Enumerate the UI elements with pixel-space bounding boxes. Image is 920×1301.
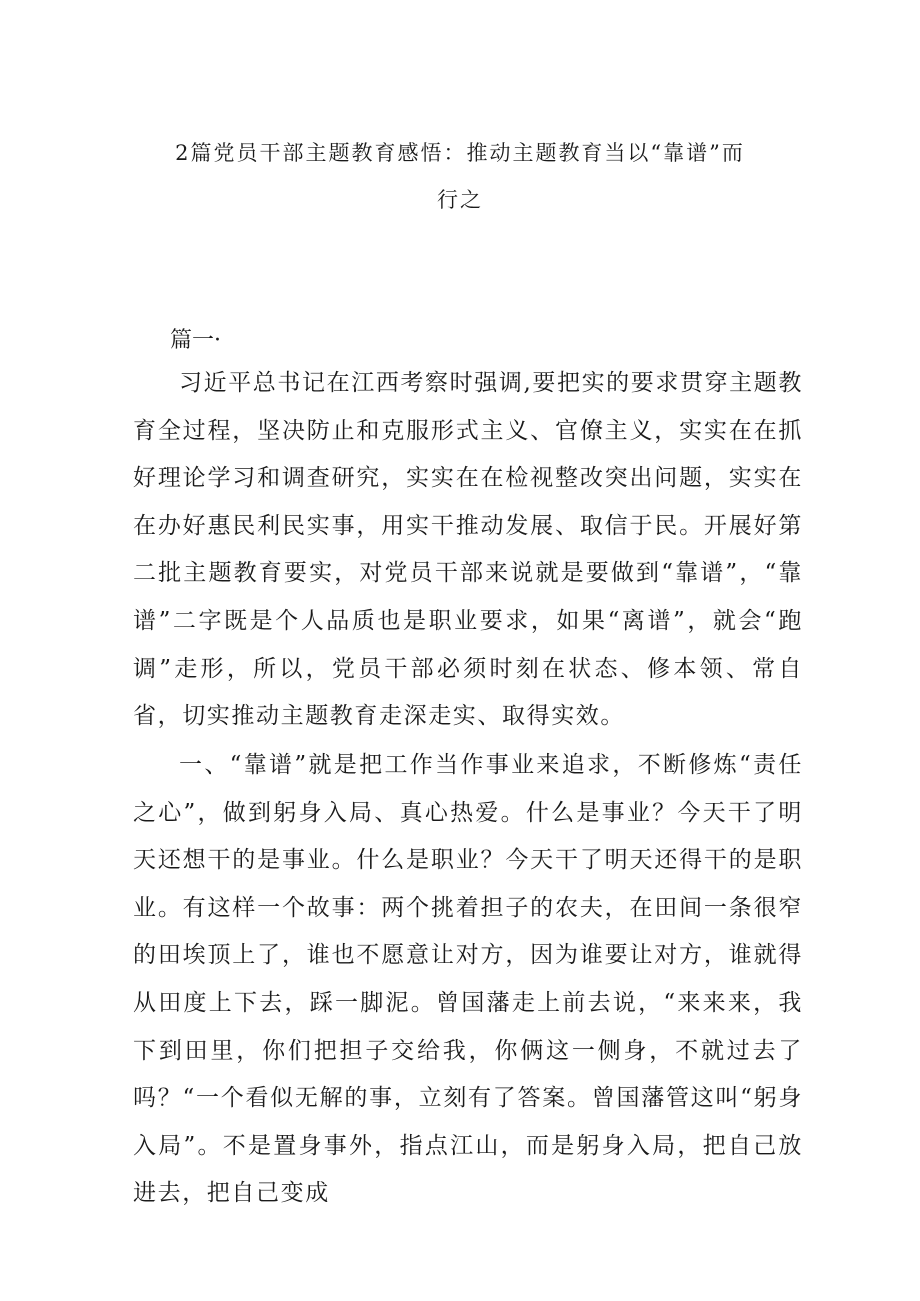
section-label: 篇一· <box>170 328 221 353</box>
body-paragraph-1: 习近平总书记在江西考察时强调,要把实的要求贯穿主题教育全过程，坚决防止和克服形式主义、官僚主义，实实在在抓好理论学习和调查研究，实实在在检视整改突出问题，实实在在办好惠民利民实事，用实干推动发展、取信于民。开展好第二批主题教育要实，对党员干部来说就是要做到“靠谱”，“靠谱”二字既是个人品质也是职业要求，如果“离谱”，就会“跑调”走形，所以，党员干部必须时刻在状态、修本领、常自省，切实推动主题教育走深走实、取得实效。 <box>133 370 803 730</box>
document-title-line-1: 2篇党员干部主题教育感悟：推动主题教育当以“靠谱”而 <box>175 141 745 165</box>
document-title-line-2: 行之 <box>437 188 483 212</box>
body-paragraph-2: 一、“靠谱”就是把工作当作事业来追求，不断修炼“责任之心”，做到躬身入局、真心热爱。什么是事业？今天干了明天还想干的是事业。什么是职业？今天干了明天还得干的是职业。有这样一个故事：两个挑着担子的农夫，在田间一条很窄的田埃顶上了，谁也不愿意让对方，因为谁要让对方，谁就得从田度上下去，踩一脚泥。曾国藩走上前去说，“来来来，我下到田里，你们把担子交给我，你俩这一侧身，不就过去了吗？“一个看似无解的事，立刻有了答案。曾国藩管这叫“躬身入局”。不是置身事外，指点江山，而是躬身入局，把自己放进去，把自己变成 <box>133 752 803 1207</box>
